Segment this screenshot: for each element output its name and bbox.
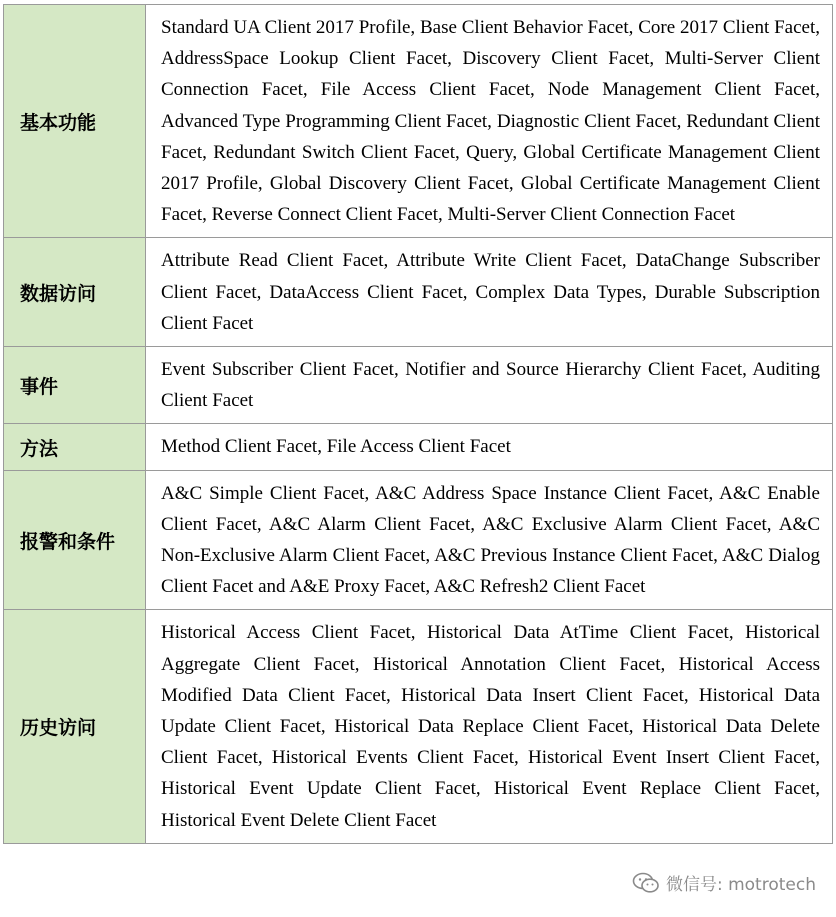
description-cell: Attribute Read Client Facet, Attribute Write Client Facet, DataChange Subscriber Client Facet, DataAccess Client Facet, Complex Data Types, Durable Subscription Client Facet (146, 238, 833, 347)
table-row (4, 238, 833, 347)
watermark (632, 870, 816, 895)
wechat-icon (632, 872, 660, 894)
table-row (4, 347, 833, 424)
category-cell: 基本功能 (4, 5, 146, 238)
description-cell: Method Client Facet, File Access Client Facet (146, 424, 833, 470)
description-cell: Standard UA Client 2017 Profile, Base Client Behavior Facet, Core 2017 Client Facet, AddressSpace Lookup Client Facet, Discovery Client Facet, Multi-Server Client Connection Facet, File Access Client Facet, Node Management Client Facet, Advanced Type Programming Client Facet, Diagnostic Client Facet, Redundant Client Facet, Redundant Switch Client Facet, Query, Global Certificate Management Client 2017 Profile, Global Discovery Client Facet, Global Certificate Management Client Facet, Reverse Connect Client Facet, Multi-Server Client Connection Facet (146, 5, 833, 238)
description-cell: Historical Access Client Facet, Historical Data AtTime Client Facet, Historical Aggregate Client Facet, Historical Annotation Client Facet, Historical Access Modified Data Client Facet, Historical Data Insert Client Facet, Historical Data Update Client Facet, Historical Data Replace Client Facet, Historical Data Delete Client Facet, Historical Events Client Facet, Historical Event Insert Client Facet, Historical Event Update Client Facet, Historical Event Replace Client Facet, Historical Event Delete Client Facet (146, 610, 833, 843)
category-cell: 方法 (4, 424, 146, 470)
category-cell: 历史访问 (4, 610, 146, 843)
table-row (4, 470, 833, 610)
category-cell: 事件 (4, 347, 146, 424)
category-cell: 报警和条件 (4, 470, 146, 610)
description-cell: Event Subscriber Client Facet, Notifier and Source Hierarchy Client Facet, Auditing Client Facet (146, 347, 833, 424)
table-row (4, 424, 833, 470)
profile-facets-table (3, 4, 833, 844)
description-cell: A&C Simple Client Facet, A&C Address Space Instance Client Facet, A&C Enable Client Facet, A&C Alarm Client Facet, A&C Exclusive Alarm Client Facet, A&C Non-Exclusive Alarm Client Facet, A&C Previous Instance Client Facet, A&C Dialog Client Facet and A&E Proxy Facet, A&C Refresh2 Client Facet (146, 470, 833, 610)
watermark-text: 微信号: motrotech (665, 875, 816, 895)
table-row (4, 5, 833, 238)
category-cell: 数据访问 (4, 238, 146, 347)
table-row (4, 610, 833, 843)
